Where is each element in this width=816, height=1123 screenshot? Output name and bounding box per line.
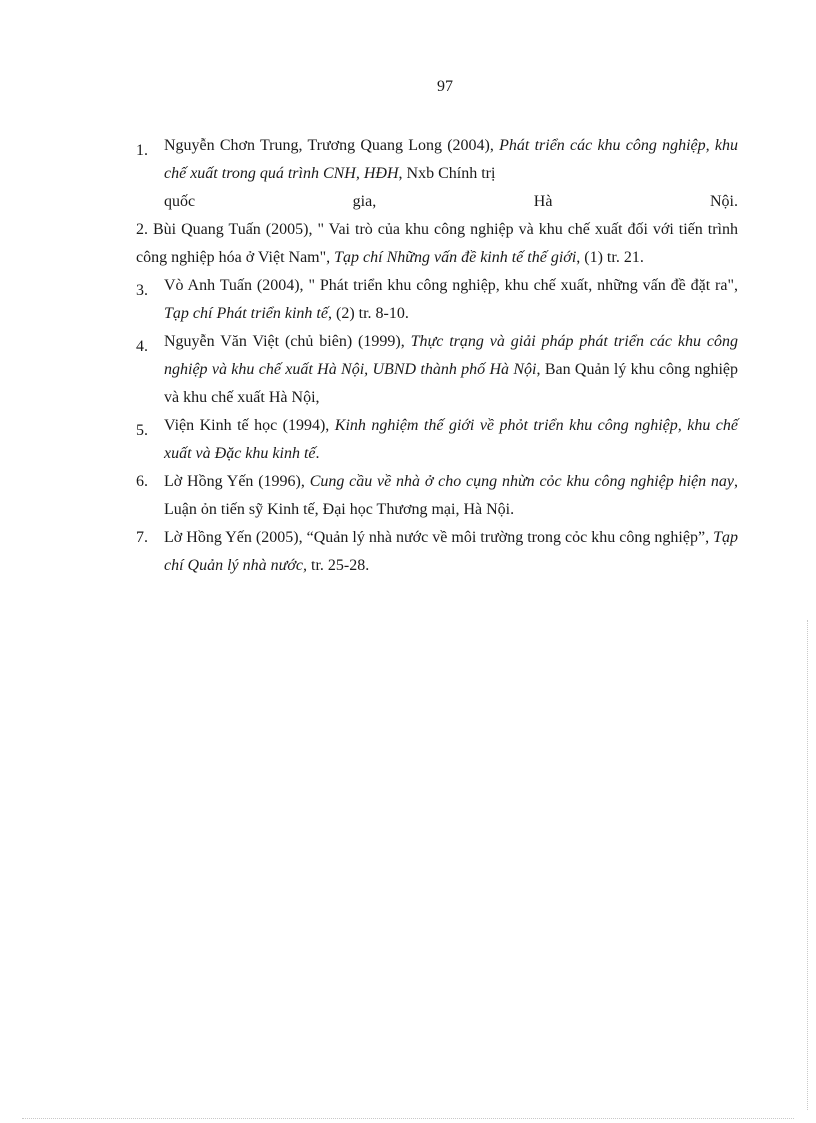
page-number: 97: [437, 78, 453, 95]
page-bottom-border: [22, 1118, 794, 1119]
reference-item-4: [136, 328, 738, 412]
reference-item-1: [136, 132, 738, 216]
reference-item-2: [136, 216, 738, 272]
reference-number: 7.: [136, 529, 148, 546]
reference-tail: .: [315, 445, 320, 462]
reference-tail: , Luận ỏn tiến sỹ Kinh tế, Đại học Thương mại, Hà Nội.: [164, 473, 739, 518]
reference-item-3: [136, 272, 738, 328]
reference-text: Viện Kinh tế học (1994),: [164, 417, 330, 434]
reference-tail: , Ban Quản lý khu công nghiệp và khu chế xuất Hà Nội,: [164, 361, 738, 406]
reference-title: Thực trạng và giải pháp phát triển các khu công nghiệp và khu chế xuất Hà Nội, UBND thành phố Hà Nội: [164, 333, 739, 378]
reference-title: Tạp chí Quản lý nhà nước,: [164, 529, 739, 574]
reference-title: Kinh nghiệm thế giới về phỏt triển khu công nghiệp, khu chế xuất và Đặc khu kinh tế: [164, 417, 739, 462]
reference-title: Tạp chí Phát triển kinh tế: [164, 305, 328, 322]
reference-list: [136, 132, 738, 580]
reference-title: Phát triển các khu công nghiệp, khu chế xuất trong quá trình CNH, HĐH: [164, 137, 738, 182]
reference-number: 1.: [136, 142, 148, 159]
reference-title: Cung cầu về nhà ở cho cụng nhừn cỏc khu công nghiệp hiện nay: [309, 473, 735, 490]
reference-item-6: [136, 468, 738, 524]
reference-text: Lờ Hồng Yến (1996),: [164, 473, 305, 490]
reference-text: Nguyễn Văn Việt (chủ biên) (1999),: [164, 333, 405, 350]
reference-publisher: , Nxb Chính trị: [398, 165, 496, 182]
reference-number: 3.: [136, 282, 148, 299]
reference-text: Lờ Hồng Yến (2005), “Quản lý nhà nước về môi trường trong cỏc khu công nghiệp”,: [164, 529, 710, 546]
reference-number: 4.: [136, 338, 148, 355]
reference-number: 2.: [136, 221, 148, 238]
reference-tail: , (1) tr. 21.: [576, 249, 644, 266]
reference-tail: , (2) tr. 8-10.: [327, 305, 409, 322]
reference-text: Vò Anh Tuấn (2004), " Phát triển khu công nghiệp, khu chế xuất, những vấn đề đặt ra",: [164, 277, 738, 294]
reference-number: 6.: [136, 473, 148, 490]
reference-authors: Nguyễn Chơn Trung, Trương Quang Long (2004),: [164, 137, 494, 154]
reference-tail: tr. 25-28.: [307, 557, 370, 574]
reference-place: quốc gia, Hà Nội.: [164, 193, 738, 210]
reference-item-5: [136, 412, 738, 468]
reference-text: Bùi Quang Tuấn (2005), " Vai trò của khu công nghiệp và khu chế xuất đối với tiến trình công nghiệp hóa ở Việt Nam",: [136, 221, 739, 266]
reference-number: 5.: [136, 422, 148, 439]
page-right-border: [807, 620, 808, 1110]
reference-title: Tạp chí Những vấn đề kinh tế thế giới: [334, 249, 577, 266]
reference-item-7: [136, 524, 738, 580]
